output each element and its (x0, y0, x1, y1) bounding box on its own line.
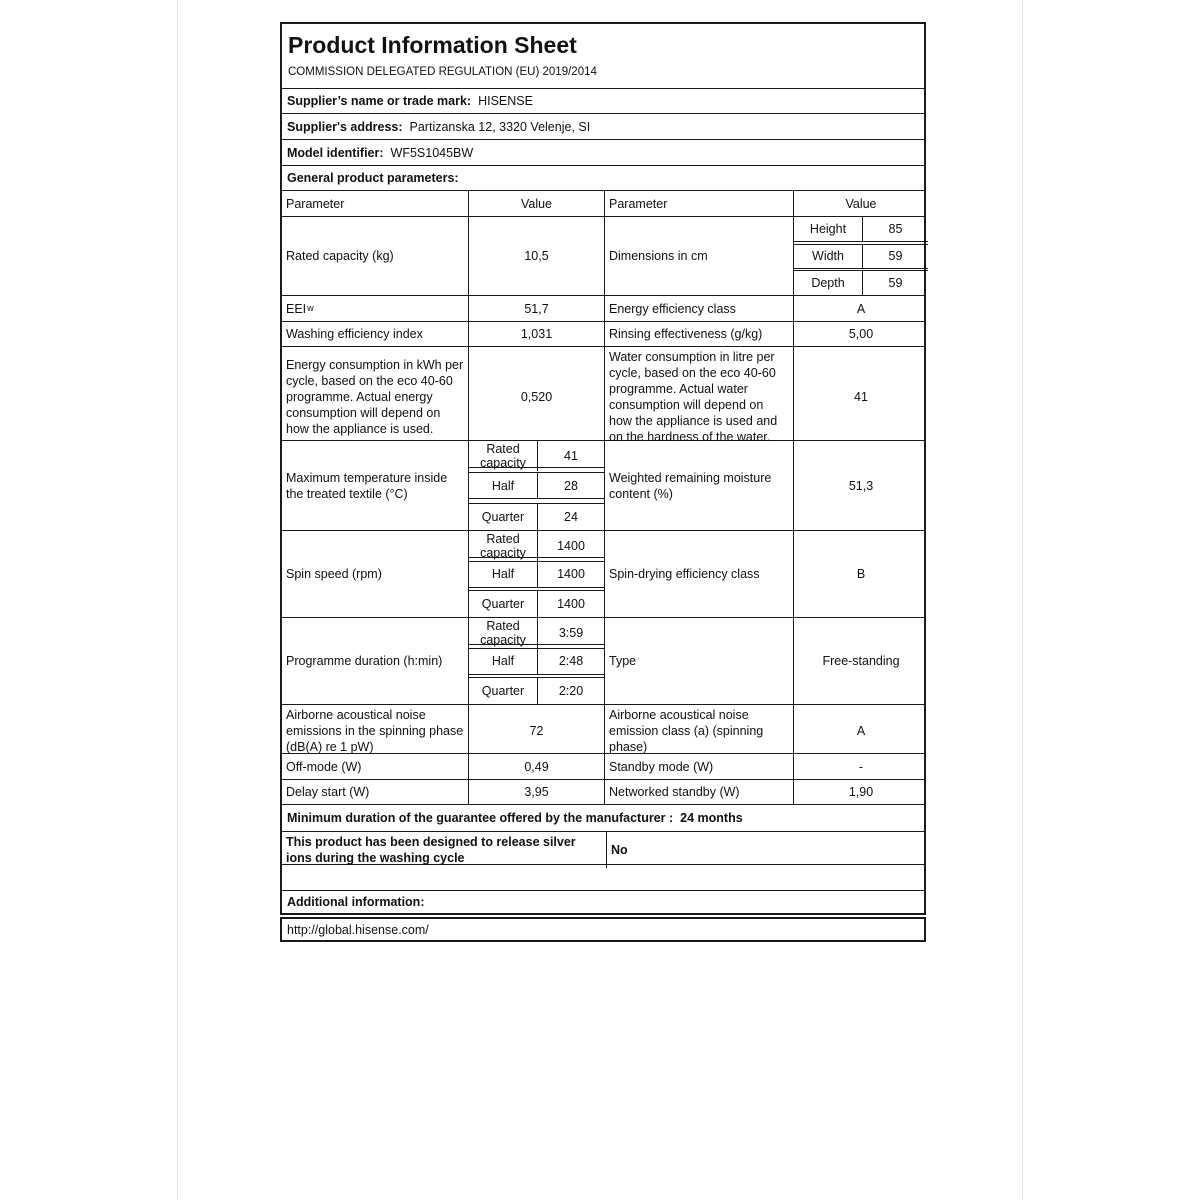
max-temp-quarter-value: 24 (537, 504, 604, 530)
header-value-right: Value (793, 191, 928, 216)
noise-emissions-label: Airborne acoustical noise emissions in the spinning phase (dB(A) re 1 pW) (286, 708, 464, 754)
page-margin-right (1022, 0, 1023, 1200)
model-identifier-value: WF5S1045BW (390, 145, 474, 160)
type-label: Type (604, 618, 793, 704)
energy-consumption-value: 0,520 (468, 347, 604, 447)
water-consumption-value: 41 (793, 347, 928, 447)
rated-capacity-value: 10,5 (468, 217, 604, 295)
networked-standby-label: Networked standby (W) (604, 780, 793, 804)
eei-label-text: EEI (286, 301, 307, 316)
silver-ions-value: No (606, 832, 928, 868)
max-temperature-label: Maximum temperature inside the treated textile (°C) (286, 470, 448, 501)
supplier-address-label: Supplier's address: (287, 119, 403, 134)
moisture-value: 51,3 (793, 441, 928, 530)
silver-ions-label: This product has been designed to release silver ions during the washing cycle (286, 835, 576, 865)
model-identifier-row (282, 139, 924, 165)
spin-quarter-row (469, 590, 604, 617)
dimension-height-value: 85 (862, 217, 928, 241)
rinsing-label: Rinsing effectiveness (g/kg) (604, 322, 793, 346)
eei-row (282, 295, 924, 321)
off-mode-row (282, 753, 924, 779)
spin-rated-row (469, 531, 604, 558)
delay-start-label: Delay start (W) (286, 785, 370, 799)
spin-rated-label: Rated capacity (480, 532, 526, 560)
off-mode-value: 0,49 (468, 754, 604, 779)
supplier-url-row (280, 917, 926, 942)
networked-standby-value: 1,90 (793, 780, 928, 804)
general-parameters-heading: General product parameters: (287, 171, 459, 185)
duration-rated-row (469, 618, 604, 645)
dimension-depth-row (794, 270, 928, 295)
programme-duration-subtable (468, 618, 604, 704)
max-temp-quarter-row (469, 503, 604, 530)
moisture-label: Weighted remaining moisture content (%) (604, 441, 793, 530)
dimension-depth-value: 59 (862, 271, 928, 295)
energy-water-row (282, 346, 924, 444)
duration-quarter-value: 2:20 (537, 678, 604, 704)
rated-capacity-row (282, 216, 924, 295)
max-temp-rated-row (469, 441, 604, 468)
noise-class-value: A (793, 705, 928, 757)
max-temp-half-label: Half (491, 478, 515, 493)
washing-index-row (282, 321, 924, 346)
duration-half-label: Half (491, 654, 515, 668)
duration-rated-label: Rated capacity (480, 619, 526, 647)
guarantee-label: Minimum duration of the guarantee offered by the manufacturer : (287, 811, 674, 825)
washing-index-value: 1,031 (468, 322, 604, 346)
duration-quarter-row (469, 677, 604, 704)
duration-quarter-label: Quarter (481, 684, 525, 698)
max-temp-rated-value: 41 (537, 441, 604, 471)
standby-label: Standby mode (W) (604, 754, 793, 779)
max-temp-half-row (469, 472, 604, 499)
eei-label (282, 296, 468, 321)
programme-duration-label: Programme duration (h:min) (286, 654, 443, 668)
spin-half-row (469, 561, 604, 588)
spin-half-label: Half (491, 567, 515, 581)
supplier-name-value: HISENSE (478, 94, 533, 108)
dimension-width-label: Width (812, 249, 844, 263)
header-parameter-right: Parameter (604, 191, 793, 216)
standby-value: - (793, 754, 928, 779)
general-parameters-heading-row (282, 165, 924, 190)
duration-half-row (469, 648, 604, 675)
additional-information-row (282, 890, 924, 913)
max-temp-quarter-label: Quarter (481, 510, 525, 524)
dimension-height-row (794, 217, 928, 242)
delay-start-value: 3,95 (468, 780, 604, 804)
programme-duration-row (282, 617, 924, 704)
spin-rated-value: 1400 (537, 531, 604, 561)
spin-speed-subtable (468, 531, 604, 617)
energy-class-value: A (793, 296, 928, 321)
noise-class-label: Airborne acoustical noise emission class (a) (spinning phase) (604, 705, 793, 757)
duration-half-value: 2:48 (537, 649, 604, 674)
header-parameter-left: Parameter (286, 196, 345, 211)
dimension-depth-label: Depth (811, 276, 845, 290)
title-block (282, 24, 924, 88)
max-temperature-row (282, 440, 924, 530)
type-value: Free-standing (793, 618, 928, 704)
eei-value: 51,7 (468, 296, 604, 321)
rated-capacity-label: Rated capacity (kg) (286, 249, 394, 263)
dimension-width-row (794, 244, 928, 269)
rinsing-value: 5,00 (793, 322, 928, 346)
table-header-row (282, 190, 924, 216)
supplier-name-row (282, 88, 924, 113)
additional-information-heading: Additional information: (287, 895, 425, 909)
dimension-width-value: 59 (862, 245, 928, 268)
dimensions-subtable (793, 217, 928, 295)
page-subtitle: COMMISSION DELEGATED REGULATION (EU) 2019/2014 (288, 66, 597, 78)
water-consumption-label: Water consumption in litre per cycle, based on the eco 40-60 programme. Actual water consumption will depend on how the appliance is used and on the hardness of the water. (604, 347, 793, 447)
energy-class-label: Energy efficiency class (604, 296, 793, 321)
silver-ions-row (282, 831, 924, 864)
washing-index-label: Washing efficiency index (286, 327, 423, 341)
noise-row (282, 704, 924, 753)
page-margin-left (177, 0, 178, 1200)
noise-emissions-value: 72 (468, 705, 604, 757)
off-mode-label: Off-mode (W) (286, 759, 362, 774)
spin-quarter-label: Quarter (481, 597, 525, 611)
dimension-height-label: Height (809, 222, 847, 236)
page-title: Product Information Sheet (288, 32, 577, 58)
spin-drying-class-value: B (793, 531, 928, 617)
max-temperature-subtable (468, 441, 604, 530)
supplier-url: http://global.hisense.com/ (287, 922, 429, 937)
spin-speed-label: Spin speed (rpm) (286, 567, 382, 581)
dimensions-label: Dimensions in cm (604, 217, 793, 295)
supplier-name-label: Supplier’s name or trade mark: (287, 94, 472, 108)
guarantee-value: 24 months (680, 811, 743, 825)
guarantee-row (282, 804, 924, 831)
delay-start-row (282, 779, 924, 804)
max-temp-rated-label: Rated capacity (480, 442, 526, 470)
spin-quarter-value: 1400 (537, 591, 604, 617)
spin-drying-class-label: Spin-drying efficiency class (604, 531, 793, 617)
spin-speed-row (282, 530, 924, 617)
eei-label-subscript: w (307, 302, 314, 313)
duration-rated-value: 3:59 (537, 618, 604, 648)
supplier-address-value: Partizanska 12, 3320 Velenje, SI (409, 119, 591, 134)
energy-consumption-label: Energy consumption in kWh per cycle, based on the eco 40-60 programme. Actual energy consumption will depend on how the appliance is used. (286, 358, 464, 436)
product-information-sheet (280, 22, 926, 915)
header-value-left: Value (468, 191, 604, 216)
supplier-address-row (282, 113, 924, 139)
spin-half-value: 1400 (537, 562, 604, 587)
max-temp-half-value: 28 (537, 473, 604, 498)
model-identifier-label: Model identifier: (287, 145, 384, 160)
